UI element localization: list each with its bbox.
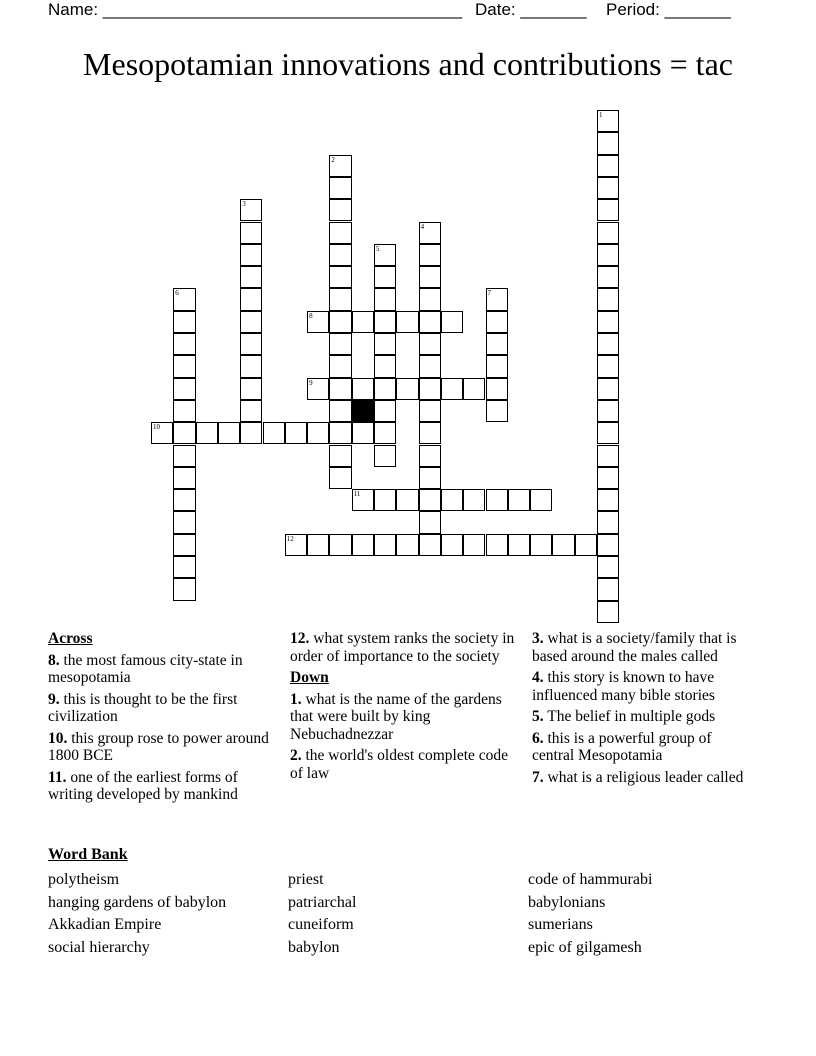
clue-across-10: 10. this group rose to power around 1800 BCE [48,729,269,764]
crossword-cell[interactable] [263,422,285,444]
clue-down-1: 1. what is the name of the gardens that were built by king Nebuchadnezzar [290,690,502,743]
crossword-cell[interactable] [597,288,619,310]
crossword-cell[interactable] [597,155,619,177]
crossword-clue-number: 5 [376,244,380,253]
crossword-cell[interactable] [419,400,441,422]
crossword-clue-number: 7 [487,289,491,298]
word-bank-item: hanging gardens of babylon [48,893,227,911]
crossword-cell[interactable] [374,288,396,310]
crossword-cell[interactable] [597,333,619,355]
crossword-cell[interactable] [597,445,619,467]
crossword-cell[interactable] [419,422,441,444]
crossword-cell[interactable] [463,489,485,511]
clue-down-3: 3. what is a society/family that is based around the males called [532,630,737,665]
crossword-cell[interactable] [329,266,351,288]
crossword-cell[interactable] [597,244,619,266]
clue-across-9: 9. this is thought to be the first civilization [48,690,238,725]
crossword-cell[interactable] [508,489,530,511]
word-bank-item: Akkadian Empire [48,916,162,933]
crossword-cell[interactable] [597,489,619,511]
crossword-cell[interactable] [441,489,463,511]
crossword-cell[interactable] [285,422,307,444]
crossword-cell[interactable] [486,311,508,333]
crossword-clue-number: 11 [353,490,361,499]
crossword-cell[interactable] [508,534,530,556]
crossword-cell[interactable] [374,378,396,400]
crossword-cell[interactable] [597,177,619,199]
crossword-cell[interactable] [486,534,508,556]
crossword-cell[interactable] [419,467,441,489]
crossword-clue-number: 9 [309,378,313,387]
word-bank-item: patriarchal [288,893,357,911]
crossword-cell[interactable] [240,355,262,377]
word-bank-item: cuneiform [288,916,354,933]
crossword-cell[interactable] [419,244,441,266]
crossword-cell[interactable] [374,534,396,556]
clue-down-6: 6. this is a powerful group of central Mesopotamia [532,729,712,764]
crossword-cell[interactable] [173,422,195,444]
word-bank-heading: Word Bank [48,846,128,863]
crossword-cell[interactable] [486,378,508,400]
crossword-cell[interactable] [441,378,463,400]
crossword-cell[interactable] [486,400,508,422]
crossword-cell[interactable] [597,511,619,533]
crossword-clue-number: 4 [420,222,425,231]
crossword-cell[interactable] [173,400,195,422]
crossword-cell[interactable] [597,467,619,489]
crossword-cell[interactable] [329,199,351,221]
crossword-cell[interactable] [307,422,329,444]
crossword-cell[interactable] [396,534,418,556]
crossword-cell[interactable] [173,311,195,333]
crossword-cell[interactable] [419,534,441,556]
crossword-cell[interactable] [396,378,418,400]
word-bank-column-3 [528,869,652,959]
crossword-cell[interactable] [173,355,195,377]
crossword-cell[interactable] [597,378,619,400]
crossword-cell[interactable] [463,534,485,556]
clue-across-12: 12. what system ranks the society in order of importance to the society [290,630,515,665]
crossword-cell[interactable] [173,534,195,556]
crossword-cell[interactable] [486,333,508,355]
crossword-cell[interactable] [329,288,351,310]
crossword-black-cell [352,400,374,422]
crossword-cell[interactable] [240,311,262,333]
word-bank-column-2 [288,869,356,959]
crossword-cell[interactable] [329,445,351,467]
crossword-cell[interactable] [552,534,574,556]
crossword-cell[interactable] [374,400,396,422]
crossword-cell[interactable] [486,489,508,511]
clues-column-1 [48,630,270,808]
crossword-cell[interactable] [173,333,195,355]
crossword-cell[interactable] [597,355,619,377]
crossword-clue-number: 12 [286,534,294,543]
crossword-cell[interactable] [597,222,619,244]
period-line[interactable]: Period: _______ [606,0,731,19]
clue-down-4: 4. this story is known to have influenced many bible stories [532,669,715,704]
word-bank-item: sumerians [528,916,593,933]
crossword-cell[interactable] [240,244,262,266]
crossword-cell[interactable] [419,288,441,310]
crossword-cell[interactable] [352,422,374,444]
crossword-cell[interactable] [352,534,374,556]
crossword-cell[interactable] [374,422,396,444]
crossword-cell[interactable] [329,311,351,333]
word-bank-item: epic of gilgamesh [528,938,642,956]
crossword-cell[interactable] [374,266,396,288]
crossword-cell[interactable] [173,511,195,533]
crossword-cell[interactable] [441,534,463,556]
crossword-cell[interactable] [374,355,396,377]
clue-down-5: 5. The belief in multiple gods [532,708,716,725]
clue-down-7: 7. what is a religious leader called [532,768,744,786]
word-bank-item: babylon [288,938,340,956]
crossword-cell[interactable] [329,355,351,377]
crossword-cell[interactable] [441,311,463,333]
word-bank-item: code of hammurabi [528,871,653,888]
crossword-cell[interactable] [374,311,396,333]
crossword-cell[interactable] [307,534,329,556]
crossword-cell[interactable] [173,467,195,489]
crossword-clue-number: 1 [599,111,603,119]
crossword-cell[interactable] [240,333,262,355]
crossword-cell[interactable] [173,489,195,511]
crossword-cell[interactable] [240,288,262,310]
crossword-cell[interactable] [329,222,351,244]
clue-across-8: 8. the most famous city-state in mesopotamia [48,651,243,686]
crossword-cell[interactable] [419,266,441,288]
crossword-cell[interactable] [240,400,262,422]
crossword-cell[interactable] [173,445,195,467]
crossword-cell[interactable] [597,199,619,221]
crossword-clue-number: 8 [309,311,313,320]
name-line[interactable]: Name: ______________________________________ [48,0,463,19]
word-bank-column-1 [48,869,226,959]
crossword-cell[interactable] [329,400,351,422]
crossword-cell[interactable] [597,534,619,556]
crossword-cell[interactable] [374,333,396,355]
crossword-cell[interactable] [486,355,508,377]
crossword-cell[interactable] [240,378,262,400]
crossword-clue-number: 3 [242,200,246,209]
crossword-cell[interactable] [419,511,441,533]
crossword-cell[interactable] [419,378,441,400]
crossword-cell[interactable] [329,244,351,266]
crossword-cell[interactable] [597,266,619,288]
crossword-cell[interactable] [352,311,374,333]
crossword-cell[interactable] [597,601,619,623]
crossword-cell[interactable] [240,266,262,288]
crossword-cell[interactable] [173,556,195,578]
across-heading: Across [48,630,93,647]
crossword-clue-number: 10 [153,423,160,432]
crossword-cell[interactable] [196,422,218,444]
crossword-cell[interactable] [396,311,418,333]
crossword-cell[interactable] [329,534,351,556]
clue-down-2: 2. the world's oldest complete code of law [290,747,509,782]
crossword-cell[interactable] [329,467,351,489]
crossword-cell[interactable] [329,333,351,355]
crossword-cell[interactable] [352,378,374,400]
clue-across-11: 11. one of the earliest forms of writing developed by mankind [48,768,238,803]
crossword-cell[interactable] [597,422,619,444]
crossword-cell[interactable] [530,489,552,511]
crossword-cell[interactable] [173,578,195,600]
crossword-cell[interactable] [240,222,262,244]
crossword-cell[interactable] [597,578,619,600]
crossword-cell[interactable] [597,311,619,333]
word-bank-item: social hierarchy [48,938,150,956]
clues-column-3 [532,630,757,790]
crossword-clue-number: 6 [175,289,179,298]
crossword-cell[interactable] [329,177,351,199]
crossword-cell[interactable] [575,534,597,556]
crossword-cell[interactable] [374,445,396,467]
crossword-cell[interactable] [597,556,619,578]
crossword-cell[interactable] [329,378,351,400]
crossword-cell[interactable] [530,534,552,556]
crossword-cell[interactable] [218,422,240,444]
clues-column-2 [290,630,522,786]
word-bank-item: babylonians [528,893,606,911]
page-title: Mesopotamian innovations and contributions = tac [83,46,733,82]
crossword-cell[interactable] [597,132,619,154]
crossword-cell[interactable] [597,400,619,422]
crossword-cell[interactable] [173,378,195,400]
date-line[interactable]: Date: _______ [475,0,587,19]
crossword-cell[interactable] [419,445,441,467]
word-bank-item: polytheism [48,871,120,888]
crossword-cell[interactable] [419,489,441,511]
crossword-cell[interactable] [419,311,441,333]
crossword-cell[interactable] [419,333,441,355]
crossword-cell[interactable] [329,422,351,444]
down-heading: Down [290,669,329,686]
crossword-cell[interactable] [419,355,441,377]
crossword-clue-number: 2 [331,155,335,164]
crossword-cell[interactable] [374,489,396,511]
crossword-cell[interactable] [463,378,485,400]
crossword-cell[interactable] [396,489,418,511]
crossword-cell[interactable] [240,422,262,444]
word-bank-item: priest [288,871,324,888]
